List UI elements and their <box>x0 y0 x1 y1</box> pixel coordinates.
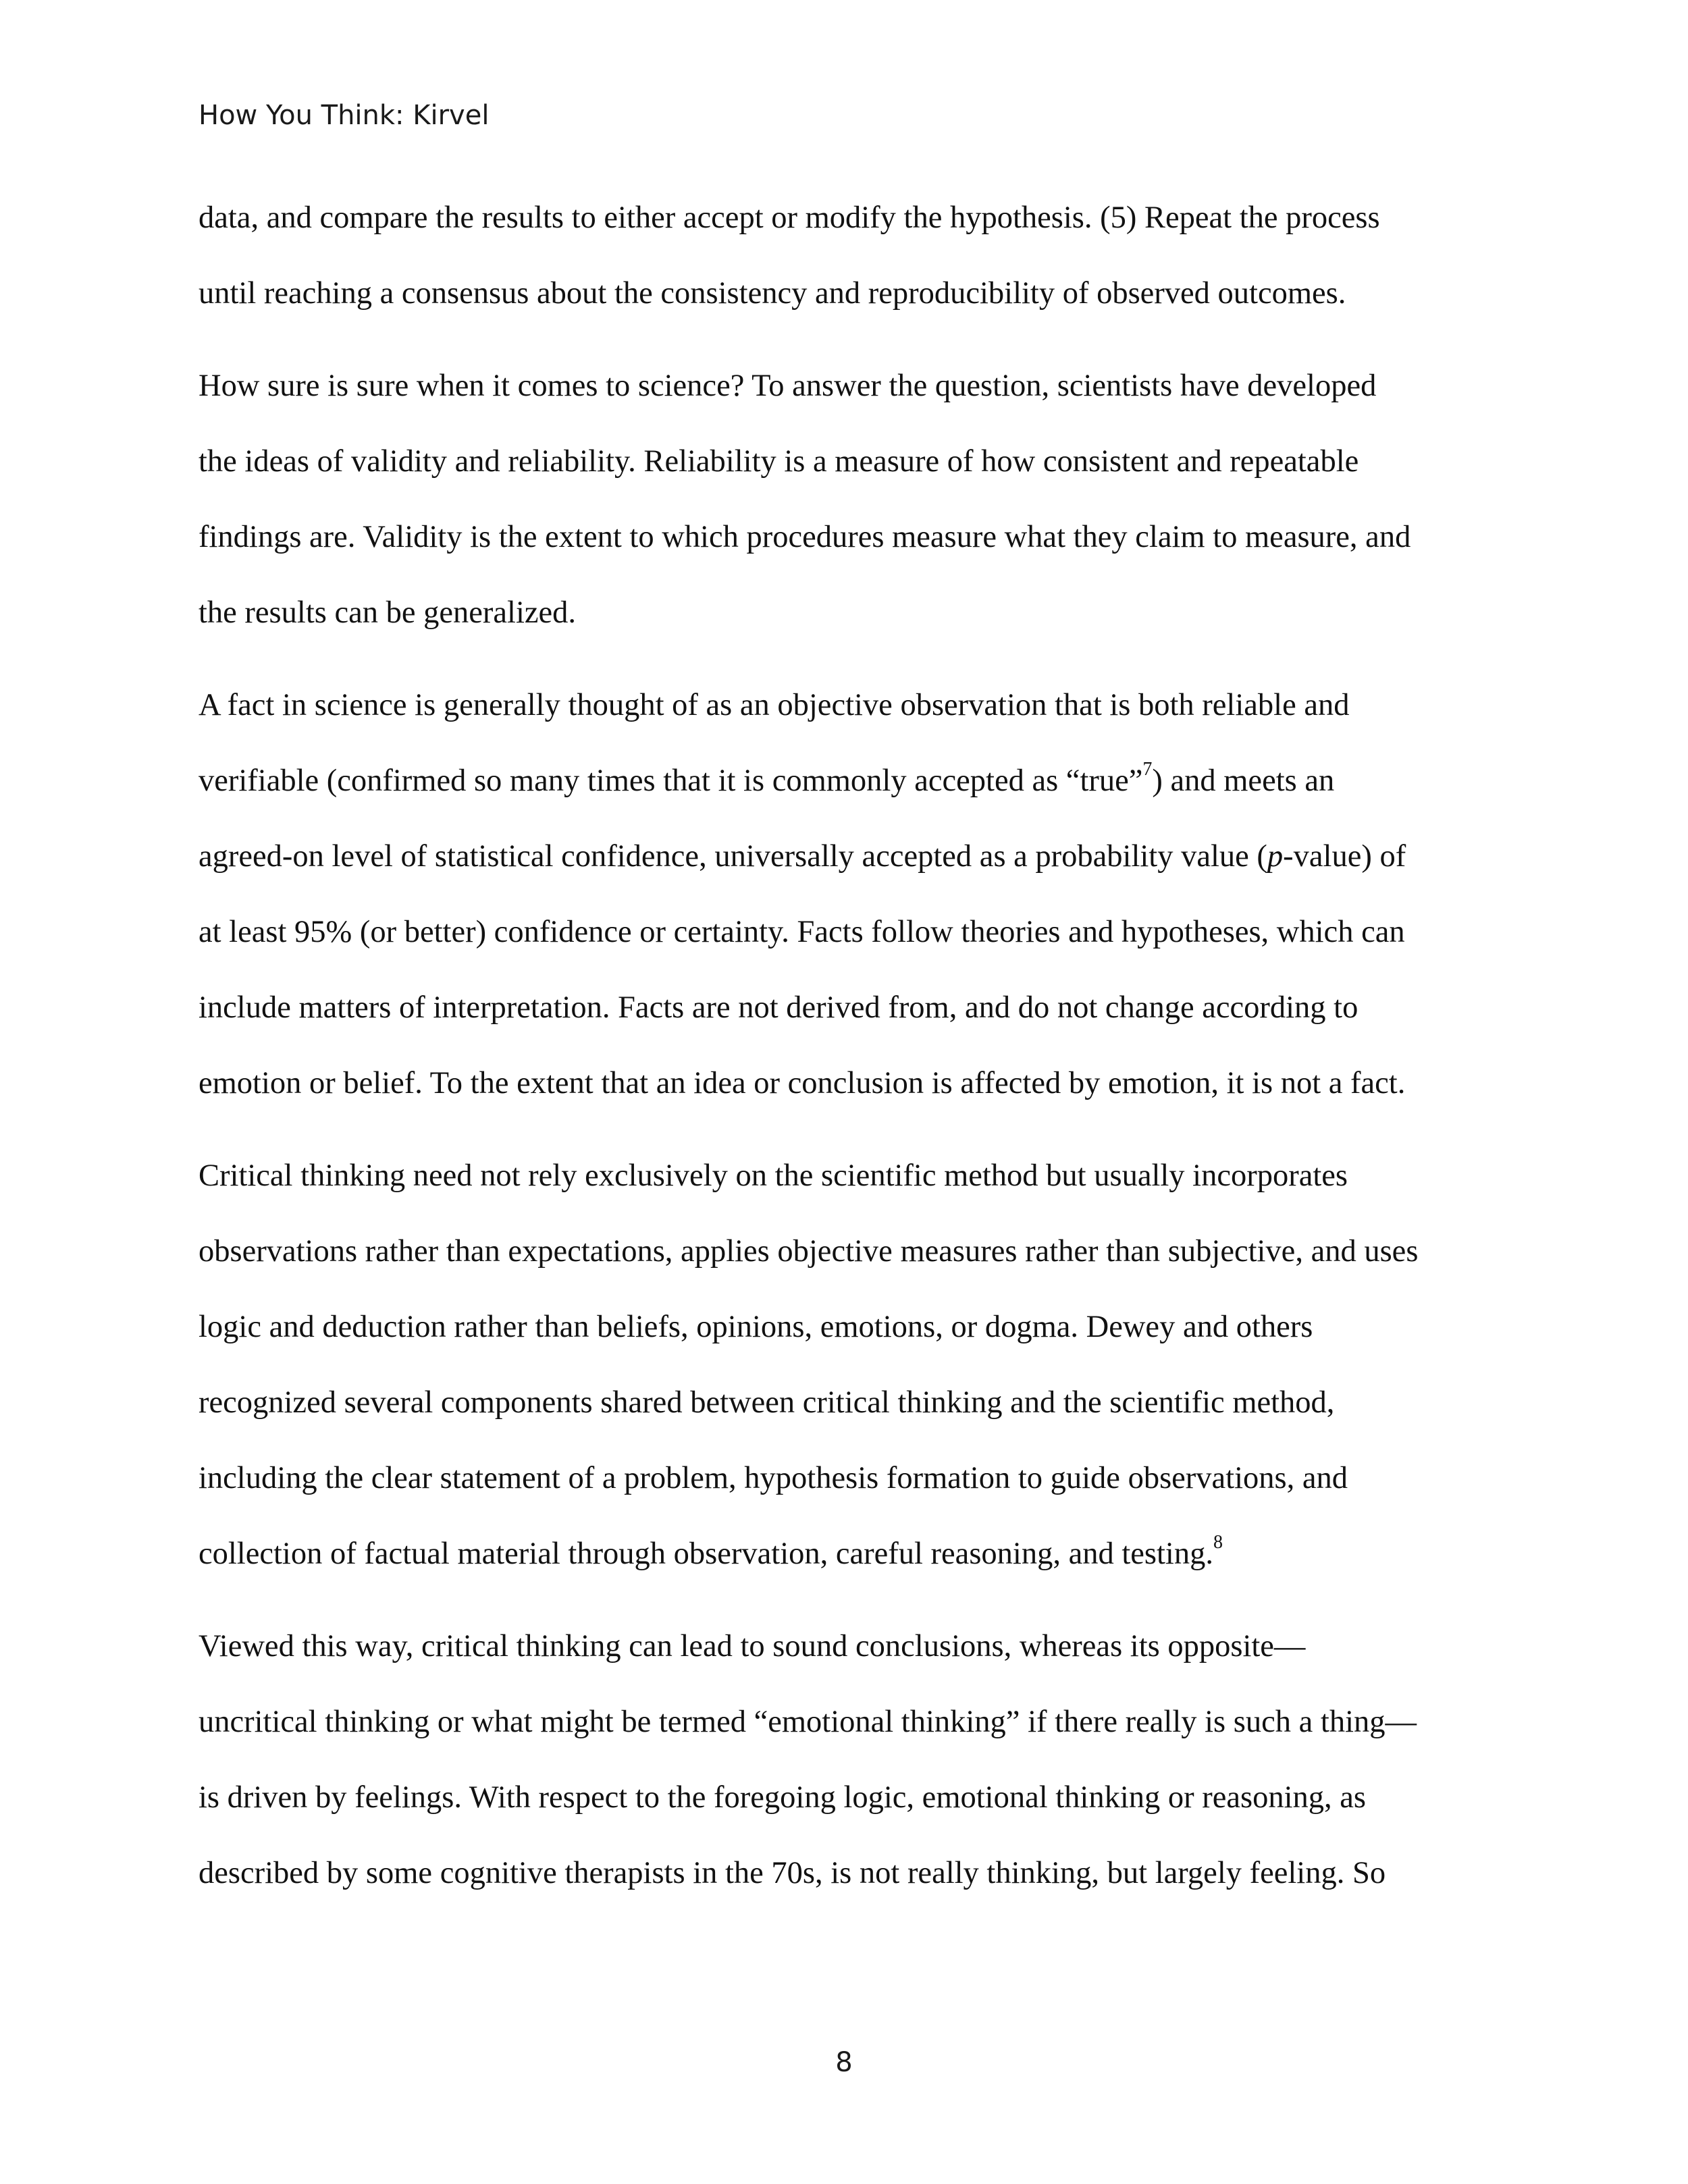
page-number: 8 <box>835 2047 853 2078</box>
text-span: -value) of <box>1283 839 1406 874</box>
text-line: How sure is sure when it comes to science? To answer the question, scientists have developed <box>199 369 1377 403</box>
running-header: How You Think: Kirvel <box>199 100 490 131</box>
text-line: described by some cognitive therapists in the 70s, is not really thinking, but largely feeling. So <box>199 1856 1386 1890</box>
footnote-ref-8[interactable]: 8 <box>1213 1532 1223 1553</box>
text-line: emotion or belief. To the extent that an idea or conclusion is affected by emotion, it is not a fact. <box>199 1066 1406 1100</box>
text-line: Viewed this way, critical thinking can lead to sound conclusions, whereas its opposite— <box>199 1629 1306 1663</box>
text-line <box>199 838 1406 874</box>
text-line: the ideas of validity and reliability. Reliability is a measure of how consistent and repeatable <box>199 444 1359 479</box>
text-line: logic and deduction rather than beliefs, opinions, emotions, or dogma. Dewey and others <box>199 1310 1313 1344</box>
footnote-ref-7[interactable]: 7 <box>1142 759 1153 780</box>
text-line: the results can be generalized. <box>199 595 577 630</box>
italic-p: p <box>1267 839 1284 874</box>
text-line: observations rather than expectations, applies objective measures rather than subjective, and uses <box>199 1234 1419 1269</box>
text-line <box>199 1532 1223 1572</box>
text-line: at least 95% (or better) confidence or certainty. Facts follow theories and hypotheses, which can <box>199 915 1405 949</box>
text-line: Critical thinking need not rely exclusively on the scientific method but usually incorporates <box>199 1158 1348 1193</box>
text-span: agreed-on level of statistical confidence, universally accepted as a probability value ( <box>199 839 1267 874</box>
text-span: ) and meets an <box>1152 764 1335 798</box>
text-line: include matters of interpretation. Facts are not derived from, and do not change according to <box>199 990 1359 1025</box>
text-line: findings are. Validity is the extent to which procedures measure what they claim to measure, and <box>199 520 1411 554</box>
text-span: verifiable (confirmed so many times that it is commonly accepted as “true” <box>199 764 1143 798</box>
text-line: A fact in science is generally thought of as an objective observation that is both reliable and <box>199 688 1350 722</box>
text-line <box>199 759 1335 799</box>
text-line: uncritical thinking or what might be termed “emotional thinking” if there really is such a thing— <box>199 1705 1417 1739</box>
text-line: including the clear statement of a problem, hypothesis formation to guide observations, and <box>199 1461 1348 1495</box>
text-span: collection of factual material through observation, careful reasoning, and testing. <box>199 1537 1213 1571</box>
text-line: recognized several components shared between critical thinking and the scientific method, <box>199 1385 1335 1420</box>
text-line: until reaching a consensus about the consistency and reproducibility of observed outcomes. <box>199 276 1346 311</box>
text-line: is driven by feelings. With respect to the foregoing logic, emotional thinking or reasoning, as <box>199 1780 1367 1815</box>
text-line: data, and compare the results to either accept or modify the hypothesis. (5) Repeat the process <box>199 201 1380 235</box>
